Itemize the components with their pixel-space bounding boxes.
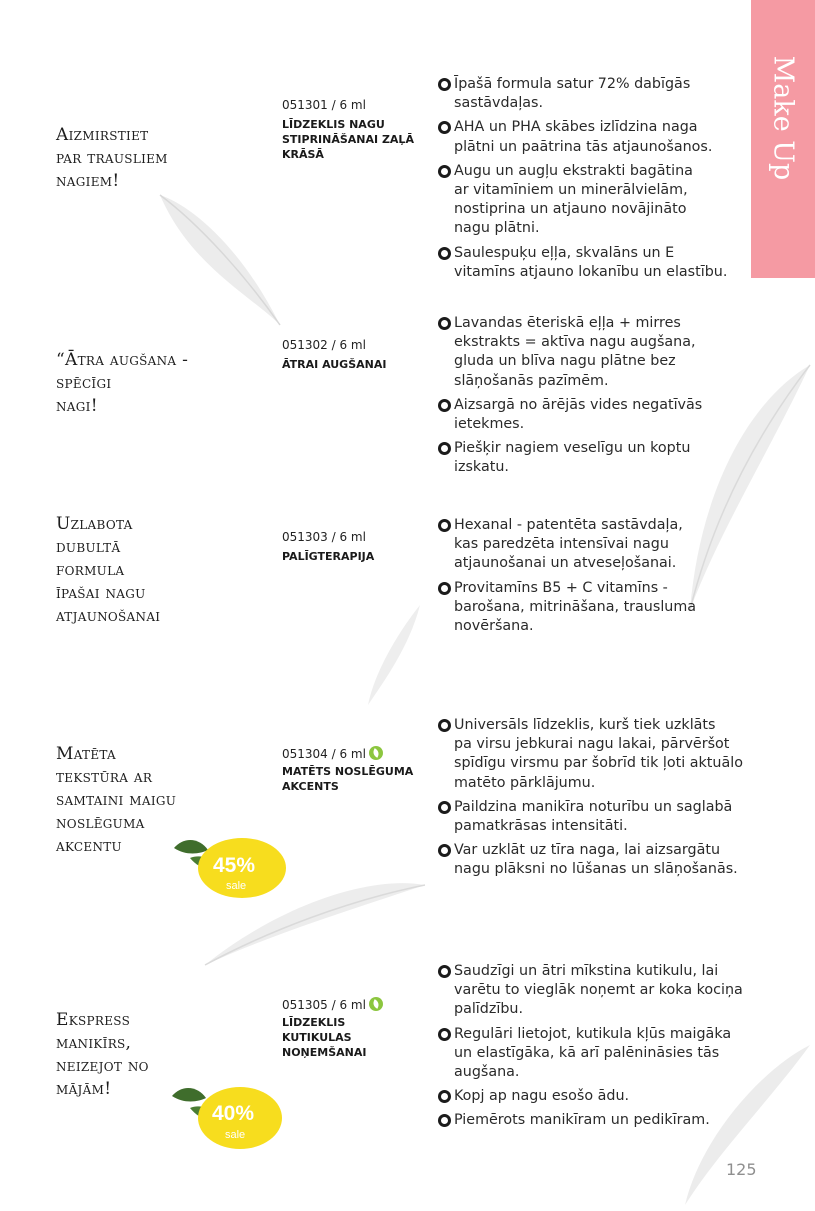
feature-item: Provitamīns B5 + C vitamīns - barošana, mitrināšana, trausluma novēršana. — [438, 579, 758, 637]
feature-list — [438, 716, 758, 885]
bullet-icon — [438, 317, 451, 330]
feature-item: Piemērots manikīram un pedikīram. — [438, 1111, 758, 1130]
heading-line: manikīrs, — [56, 1033, 132, 1053]
feature-item: Lavandas ēteriskā eļļa + mirres ekstrakts = aktīva nagu augšana, gluda un blīva nagu plātne bez slāņošanās pazīmēm. — [438, 314, 758, 391]
product-heading — [56, 513, 160, 628]
product-name-line: AKCENTS — [282, 780, 339, 793]
heading-line: atjaunošanai — [56, 606, 161, 626]
product-heading — [56, 1009, 149, 1101]
sale-percent: 40% — [212, 1102, 255, 1125]
bullet-icon — [438, 965, 451, 978]
feature-item: Var uzklāt uz tīra naga, lai aizsargātu nagu plāksni no lūšanas un slāņošanās. — [438, 841, 758, 879]
product-info — [282, 337, 434, 372]
bullet-icon — [438, 1114, 451, 1127]
bullet-icon — [438, 442, 451, 455]
product-name-line: LĪDZEKLIS — [282, 1016, 346, 1029]
bullet-icon — [438, 1028, 451, 1041]
product-name — [282, 1015, 434, 1060]
product-name — [282, 117, 434, 162]
bullet-icon — [438, 582, 451, 595]
product-code: 051304 / 6 ml — [282, 746, 434, 762]
feature-list — [438, 314, 758, 483]
heading-line: spēcīgi — [56, 373, 112, 393]
heading-line: nagiem! — [56, 171, 120, 191]
product-code: 051303 / 6 ml — [282, 530, 366, 544]
bullet-icon — [438, 165, 451, 178]
bullet-icon — [438, 719, 451, 732]
feature-item: Paildzina manikīra noturību un saglabā pamatkrāsas intensitāti. — [438, 798, 758, 836]
heading-line: Uzlabota — [56, 514, 133, 534]
product-info — [282, 529, 434, 564]
heading-line: formula — [56, 560, 125, 580]
heading-line: par trausliem — [56, 148, 168, 168]
bullet-icon — [438, 1090, 451, 1103]
feature-item: Universāls līdzeklis, kurš tiek uzklāts pa virsu jebkurai nagu lakai, pārvēršot spīdīgu virsmu par šobrīd tik ļoti aktuālo matēto pārklājumu. — [438, 716, 758, 793]
product-code: 051302 / 6 ml — [282, 338, 366, 352]
product-code: 051301 / 6 ml — [282, 98, 366, 112]
eco-leaf-icon — [369, 997, 383, 1011]
heading-line: Matēta — [56, 744, 116, 764]
product-name-line: KUTIKULAS — [282, 1031, 352, 1044]
heading-line: Aizmirstiet — [56, 125, 149, 145]
feature-item: Hexanal - patentēta sastāvdaļa, kas paredzēta intensīvai nagu atjaunošanai un atveseļošanai. — [438, 516, 758, 574]
bullet-icon — [438, 801, 451, 814]
feature-item: Augu un augļu ekstrakti bagātina ar vitamīniem un minerālvielām, nostiprina un atjauno novājināto nagu plātni. — [438, 162, 758, 239]
product-name — [282, 764, 434, 794]
bullet-icon — [438, 519, 451, 532]
product-name-line: STIPRINĀŠANAI ZAĻĀ — [282, 133, 414, 146]
bullet-icon — [438, 247, 451, 260]
product-heading — [56, 349, 188, 418]
heading-line: nagi! — [56, 396, 98, 416]
feature-item: Kopj ap nagu esošo ādu. — [438, 1087, 758, 1106]
section-tab-label: Make Up — [767, 55, 799, 181]
product-info — [282, 997, 434, 1060]
feather-decoration — [150, 185, 290, 335]
feature-list — [438, 516, 758, 641]
sale-label: sale — [225, 1129, 246, 1141]
product-name — [282, 357, 434, 372]
product-code: 051305 / 6 ml — [282, 997, 434, 1013]
bullet-icon — [438, 399, 451, 412]
product-heading — [56, 124, 168, 193]
product-info — [282, 97, 434, 162]
heading-line: dubultā — [56, 537, 121, 557]
product-name-line: NOŅEMŠANAI — [282, 1046, 367, 1059]
eco-leaf-icon — [369, 746, 383, 760]
feature-item: AHA un PHA skābes izlīdzina naga plātni un paātrina tās atjaunošanos. — [438, 118, 758, 156]
feather-decoration — [360, 600, 430, 710]
feature-item: Aizsargā no ārējās vides negatīvās ietekmes. — [438, 396, 758, 434]
feature-item: Īpašā formula satur 72% dabīgās sastāvdaļas. — [438, 75, 758, 113]
product-name-line: MATĒTS NOSLĒGUMA — [282, 765, 414, 778]
product-name-line: PALĪGTERAPIJA — [282, 550, 375, 563]
product-heading — [56, 743, 176, 858]
heading-line: Ekspress — [56, 1010, 131, 1030]
heading-line: tekstūra ar — [56, 767, 153, 787]
heading-line: neizejot no — [56, 1056, 149, 1076]
feature-item: Saudzīgi un ātri mīkstina kutikulu, lai varētu to vieglāk noņemt ar koka kociņa palīdzību. — [438, 962, 758, 1020]
feature-item: Regulāri lietojot, kutikula kļūs maigāka un elastīgāka, kā arī palēnināsies tās augšana. — [438, 1025, 758, 1083]
heading-line: noslēguma — [56, 813, 145, 833]
feature-item: Piešķir nagiem veselīgu un koptu izskatu. — [438, 439, 758, 477]
heading-line: samtaini maigu — [56, 790, 177, 810]
page-number: 125 — [726, 1160, 757, 1179]
feature-list — [438, 962, 758, 1136]
product-info — [282, 746, 434, 794]
heading-line: “Ātra augšana - — [56, 350, 189, 370]
product-name-line: KRĀSĀ — [282, 148, 324, 161]
product-name-line: LĪDZEKLIS NAGU — [282, 118, 385, 131]
heading-line: akcentu — [56, 836, 122, 856]
sale-label: sale — [226, 880, 247, 892]
heading-line: mājām! — [56, 1079, 112, 1099]
feature-list — [438, 75, 758, 287]
bullet-icon — [438, 844, 451, 857]
bullet-icon — [438, 78, 451, 91]
feature-item: Saulespuķu eļļa, skvalāns un E vitamīns atjauno lokanību un elastību. — [438, 244, 758, 282]
product-name — [282, 549, 434, 564]
heading-line: īpašai nagu — [56, 583, 146, 603]
sale-percent: 45% — [213, 854, 256, 877]
product-name-line: ĀTRAI AUGŠANAI — [282, 358, 387, 371]
bullet-icon — [438, 121, 451, 134]
